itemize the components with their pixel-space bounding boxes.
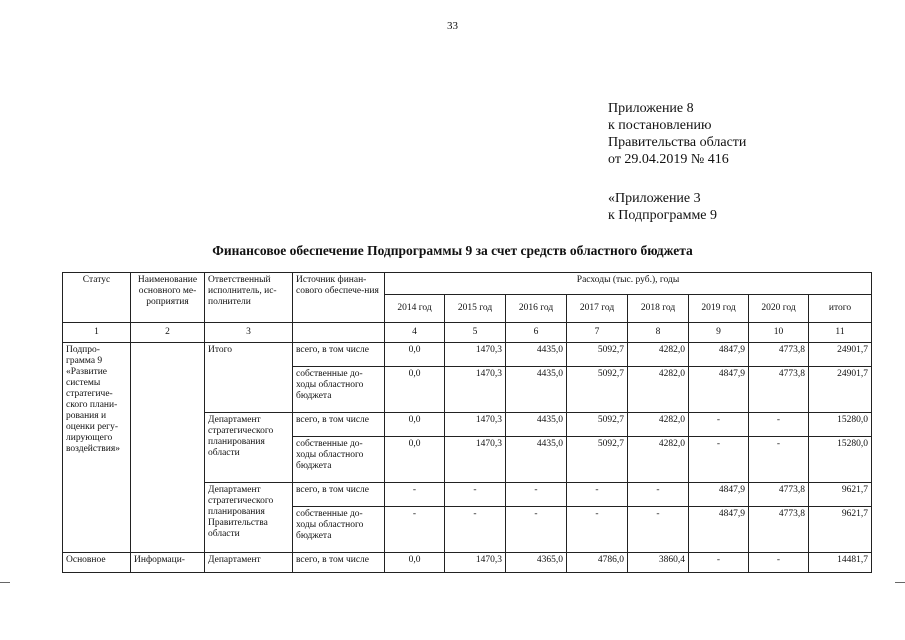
annex-reference — [608, 190, 717, 224]
value-cell: 4435,0 — [506, 367, 567, 413]
column-number: 5 — [445, 323, 506, 343]
status-subprogram: Подпро-грамма 9 «Развитие системы стратегиче-ского плани-рования и оценки регу-лирующего воздействия» — [63, 343, 131, 553]
column-number — [293, 323, 385, 343]
value-cell: - — [749, 553, 809, 573]
column-number: 1 — [63, 323, 131, 343]
annex-line: к Подпрограмме 9 — [608, 208, 718, 223]
column-number: 10 — [749, 323, 809, 343]
value-cell: 4847,9 — [689, 483, 749, 507]
crop-mark-left — [0, 582, 10, 583]
value-cell: 4435,0 — [506, 343, 567, 367]
value-cell: 4773,8 — [749, 367, 809, 413]
value-cell: - — [628, 483, 689, 507]
annex-line: Правительства области — [608, 135, 747, 150]
value-cell: 0,0 — [385, 437, 445, 483]
value-cell: 4847,9 — [689, 367, 749, 413]
column-number: 6 — [506, 323, 567, 343]
value-cell: 4282,0 — [628, 413, 689, 437]
header-total: итого — [809, 295, 872, 323]
value-cell: 4282,0 — [628, 343, 689, 367]
value-cell: - — [689, 437, 749, 483]
value-cell: 0,0 — [385, 343, 445, 367]
header-year: 2019 год — [689, 295, 749, 323]
source-all: всего, в том числе — [293, 553, 385, 573]
column-number: 9 — [689, 323, 749, 343]
annex-header — [608, 100, 746, 168]
header-year: 2018 год — [628, 295, 689, 323]
source-all: всего, в том числе — [293, 483, 385, 507]
header-year: 2015 год — [445, 295, 506, 323]
value-cell: 1470,3 — [445, 367, 506, 413]
page-number: 33 — [447, 20, 458, 32]
value-cell: 15280,0 — [809, 437, 872, 483]
value-cell: 1470,3 — [445, 437, 506, 483]
header-year: 2020 год — [749, 295, 809, 323]
value-cell: - — [506, 507, 567, 553]
value-cell: 4282,0 — [628, 437, 689, 483]
value-cell: - — [628, 507, 689, 553]
source-own: собственные до-ходы областного бюджета — [293, 367, 385, 413]
value-cell: 15280,0 — [809, 413, 872, 437]
value-cell: 0,0 — [385, 413, 445, 437]
value-cell: 4365,0 — [506, 553, 567, 573]
column-number: 7 — [567, 323, 628, 343]
finance-table — [62, 272, 872, 573]
annex-line: к постановлению — [608, 118, 712, 133]
value-cell: 9621,7 — [809, 507, 872, 553]
column-number: 11 — [809, 323, 872, 343]
document-title: Финансовое обеспечение Подпрограммы 9 за счет средств областного бюджета — [212, 243, 693, 258]
value-cell: 4773,8 — [749, 343, 809, 367]
column-number: 3 — [205, 323, 293, 343]
executor-dept-region: Департамент стратегического планирования области — [205, 413, 293, 483]
value-cell: 4847,9 — [689, 343, 749, 367]
value-cell: 9621,7 — [809, 483, 872, 507]
annex-line: Приложение 8 — [608, 101, 694, 116]
value-cell: 4435,0 — [506, 413, 567, 437]
value-cell: 4847,9 — [689, 507, 749, 553]
value-cell: 0,0 — [385, 367, 445, 413]
value-cell: 4435,0 — [506, 437, 567, 483]
status-main: Основное — [63, 553, 131, 573]
source-all: всего, в том числе — [293, 413, 385, 437]
column-number: 4 — [385, 323, 445, 343]
column-number: 8 — [628, 323, 689, 343]
executor-dept-government: Департамент стратегического планирования Правительства области — [205, 483, 293, 553]
measure-empty — [131, 343, 205, 553]
value-cell: 5092,7 — [567, 437, 628, 483]
header-source: Источник финан-сового обеспече-ния — [293, 273, 385, 323]
value-cell: 5092,7 — [567, 367, 628, 413]
value-cell: 3860,4 — [628, 553, 689, 573]
annex-line: от 29.04.2019 № 416 — [608, 152, 729, 167]
source-own: собственные до-ходы областного бюджета — [293, 437, 385, 483]
value-cell: - — [689, 553, 749, 573]
header-year: 2017 год — [567, 295, 628, 323]
header-year: 2014 год — [385, 295, 445, 323]
value-cell: - — [506, 483, 567, 507]
value-cell: 0,0 — [385, 553, 445, 573]
value-cell: - — [749, 413, 809, 437]
header-year: 2016 год — [506, 295, 567, 323]
value-cell: 1470,3 — [445, 413, 506, 437]
value-cell: - — [689, 413, 749, 437]
value-cell: 1470,3 — [445, 343, 506, 367]
header-status: Статус — [63, 273, 131, 323]
column-number: 2 — [131, 323, 205, 343]
header-expenses: Расходы (тыс. руб.), годы — [385, 273, 872, 295]
value-cell: 4282,0 — [628, 367, 689, 413]
value-cell: 4773,8 — [749, 507, 809, 553]
value-cell: - — [749, 437, 809, 483]
measure-main: Информаци- — [131, 553, 205, 573]
header-measure: Наименование основного ме-роприятия — [131, 273, 205, 323]
value-cell: - — [567, 483, 628, 507]
value-cell: 24901,7 — [809, 343, 872, 367]
value-cell: 24901,7 — [809, 367, 872, 413]
value-cell: - — [385, 507, 445, 553]
value-cell: - — [567, 507, 628, 553]
value-cell: 4786,0 — [567, 553, 628, 573]
value-cell: 5092,7 — [567, 413, 628, 437]
value-cell: - — [445, 483, 506, 507]
value-cell: - — [445, 507, 506, 553]
executor-total: Итого — [205, 343, 293, 413]
executor-dept-last: Департамент — [205, 553, 293, 573]
header-executor: Ответственный исполнитель, ис-полнители — [205, 273, 293, 323]
value-cell: 14481,7 — [809, 553, 872, 573]
value-cell: 1470,3 — [445, 553, 506, 573]
value-cell: 5092,7 — [567, 343, 628, 367]
value-cell: - — [385, 483, 445, 507]
source-own: собственные до-ходы областного бюджета — [293, 507, 385, 553]
source-all: всего, в том числе — [293, 343, 385, 367]
annex-line: «Приложение 3 — [608, 191, 701, 206]
crop-mark-right — [895, 582, 905, 583]
value-cell: 4773,8 — [749, 483, 809, 507]
